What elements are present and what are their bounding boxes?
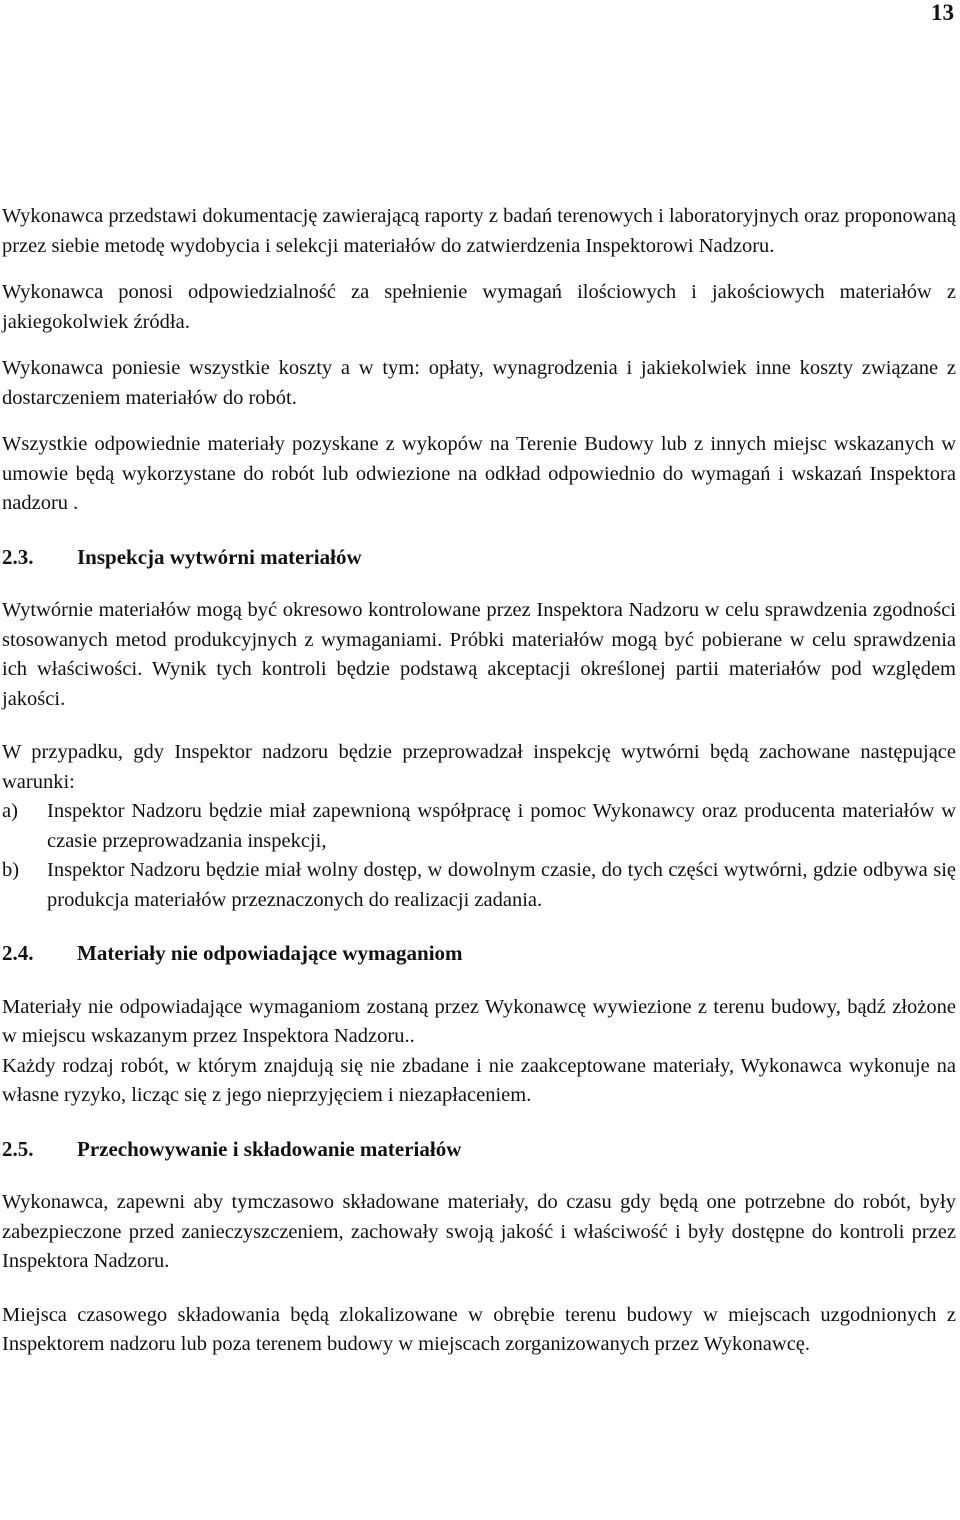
section-heading [2,543,956,573]
document-body [2,202,956,1360]
list-item [2,797,956,856]
paragraph: Wszystkie odpowiednie materiały pozyskane z wykopów na Terenie Budowy lub z innych miejsc wskazanych w umowie będą wykorzystane do robót lub odwiezione na odkład odpowiednio do wymagań i wskazań Inspektora nadzoru . [2,433,956,514]
paragraph: Materiały nie odpowiadające wymaganiom zostaną przez Wykonawcę wywiezione z terenu budowy, bądź złożone w miejscu wskazanym przez Inspektora Nadzoru.. [2,995,956,1047]
list-text: Inspektor Nadzoru będzie miał zapewnioną współpracę i pomoc Wykonawcy oraz producenta materiałów w czasie przeprowadzania inspekcji, [47,800,956,852]
paragraph: W przypadku, gdy Inspektor nadzoru będzie przeprowadzał inspekcję wytwórni będą zachowane następujące warunki: [2,741,956,793]
paragraph: Wykonawca, zapewni aby tymczasowo składowane materiały, do czasu gdy będą one potrzebne do robót, były zabezpieczone przed zanieczyszczeniem, zachowały swoją jakość i właściwość i były dostępne do kontroli przez Inspektora Nadzoru. [2,1191,956,1272]
paragraph: Wykonawca ponosi odpowiedzialność za spełnienie wymagań ilościowych i jakościowych materiałów z jakiegokolwiek źródła. [2,281,956,333]
section-number: 2.4. [2,941,34,965]
paragraph: Miejsca czasowego składowania będą zlokalizowane w obrębie terenu budowy w miejscach uzgodnionych z Inspektorem nadzoru lub poza terenem budowy w miejscach zorganizowanych przez Wykonawcę. [2,1303,956,1355]
section-number: 2.5. [2,1136,34,1161]
page-number: 13 [931,0,954,25]
list-text: Inspektor Nadzoru będzie miał wolny dostęp, w dowolnym czasie, do tych części wytwórni, gdzie odbywa się produkcja materiałów przeznaczonych do realizacji zadania. [47,859,956,911]
section-title: Materiały nie odpowiadające wymaganiom [77,941,463,965]
section-title: Inspekcja wytwórni materiałów [77,544,362,569]
list-item [2,856,956,915]
paragraph: Każdy rodzaj robót, w którym znajdują się nie zbadane i nie zaakceptowane materiały, Wykonawca wykonuje na własne ryzyko, licząc się z jego nieprzyjęciem i niezapłaceniem. [2,1054,956,1106]
paragraph: Wykonawca przedstawi dokumentację zawierającą raporty z badań terenowych i laboratoryjnych oraz proponowaną przez siebie metodę wydobycia i selekcji materiałów do zatwierdzenia Inspektorowi Nadzoru. [2,205,956,257]
section-number: 2.3. [2,544,34,569]
section-heading [2,1135,956,1165]
list-marker: b) [2,859,20,881]
list-marker: a) [2,800,18,822]
paragraph: Wykonawca poniesie wszystkie koszty a w tym: opłaty, wynagrodzenia i jakiekolwiek inne koszty związane z dostarczeniem materiałów do robót. [2,357,956,409]
paragraph: Wytwórnie materiałów mogą być okresowo kontrolowane przez Inspektora Nadzoru w celu sprawdzenia zgodności stosowanych metod produkcyjnych z wymaganiami. Próbki materiałów mogą być pobierane w celu sprawdzenia ich właściwości. Wynik tych kontroli będzie podstawą akceptacji określonej partii materiałów pod względem jakości. [2,599,956,710]
section-title: Przechowywanie i składowanie materiałów [77,1136,462,1161]
section-heading [2,939,956,969]
